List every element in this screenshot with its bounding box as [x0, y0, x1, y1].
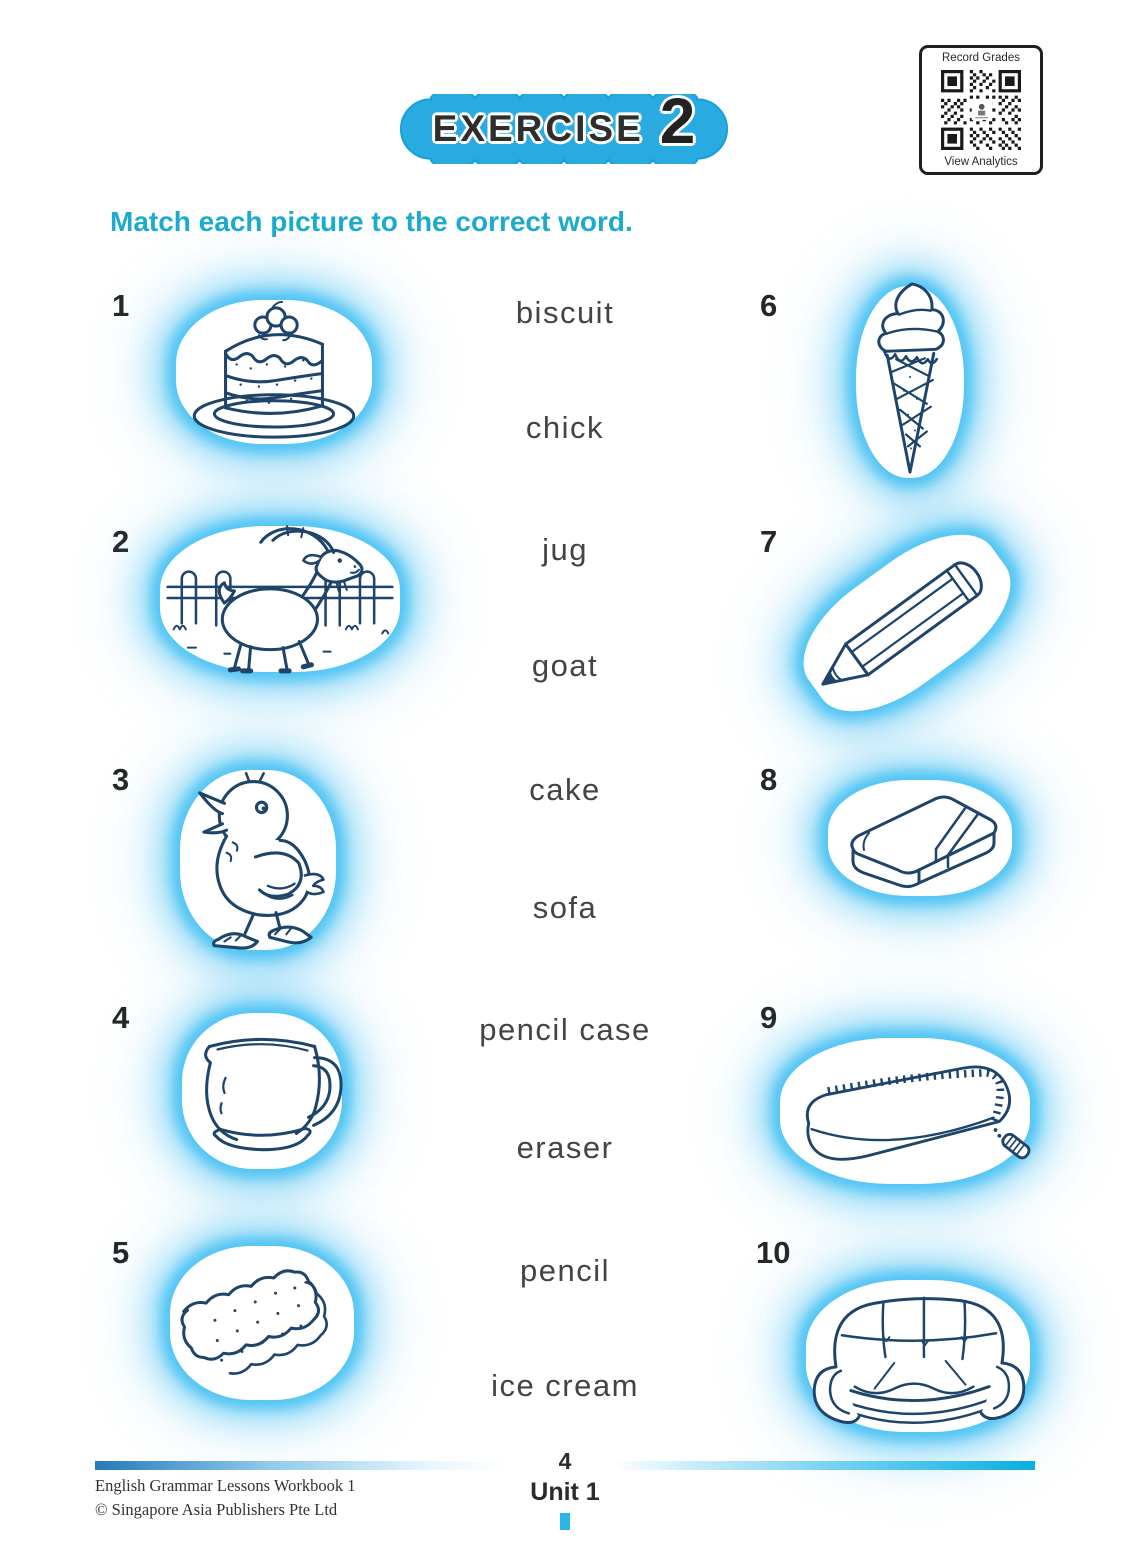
word-option: cake: [529, 772, 601, 807]
cake-sticker: [168, 292, 380, 452]
qr-code-box: [919, 45, 1043, 175]
item-number: 4: [112, 1000, 130, 1035]
copyright-line: © Singapore Asia Publishers Pte Ltd: [95, 1499, 338, 1519]
jug-sticker: [174, 1005, 350, 1177]
cake-illustration: [168, 292, 380, 452]
item-number: 7: [760, 524, 778, 559]
item-number: 1: [112, 288, 130, 323]
pencil-sticker: [792, 540, 1022, 706]
item-number: 3: [112, 762, 130, 797]
publisher-credits: [95, 1474, 356, 1522]
word-option: biscuit: [515, 295, 615, 330]
eraser-illustration: [820, 772, 1020, 904]
qr-top-label: Record Grades: [942, 52, 1020, 64]
pencil-case-sticker: [772, 1030, 1038, 1192]
qr-bottom-label: View Analytics: [944, 156, 1018, 168]
word-option: jug: [542, 532, 588, 567]
exercise-banner: [396, 85, 732, 164]
item-number: 5: [112, 1235, 130, 1270]
item-number: 6: [760, 288, 778, 323]
word-option: sofa: [532, 890, 598, 925]
pencil-case-illustration: [772, 1030, 1038, 1192]
chick-sticker: [172, 762, 344, 958]
unit-accent-square: [560, 1513, 570, 1530]
word-option: ice cream: [491, 1368, 639, 1403]
biscuit-sticker: [162, 1238, 362, 1408]
item-number: 9: [760, 1000, 778, 1035]
exercise-number: 2: [659, 85, 696, 157]
word-option: chick: [525, 410, 605, 445]
word-option: goat: [531, 648, 599, 683]
instruction-text: Match each picture to the correct word.: [110, 206, 633, 237]
item-number: 2: [112, 524, 130, 559]
goat-sticker: [152, 518, 408, 680]
eraser-sticker: [820, 772, 1020, 904]
word-option: eraser: [516, 1130, 614, 1165]
ice-cream-sticker: [848, 278, 972, 486]
sofa-sticker: [798, 1272, 1038, 1440]
exercise-label: EXERCISE: [432, 108, 644, 149]
word-option: pencil case: [479, 1012, 651, 1047]
sofa-illustration: [798, 1272, 1038, 1440]
book-title: English Grammar Lessons Workbook 1: [95, 1476, 356, 1495]
word-option: pencil: [520, 1253, 610, 1288]
jug-illustration: [174, 1005, 350, 1177]
item-number: 10: [756, 1235, 791, 1270]
item-number: 8: [760, 762, 778, 797]
ice-cream-illustration: [848, 278, 972, 486]
goat-illustration: [152, 518, 408, 680]
qr-code-icon: [941, 70, 1021, 150]
biscuit-illustration: [150, 1230, 374, 1422]
unit-label: Unit 1: [530, 1478, 600, 1506]
page-number: 4: [558, 1448, 572, 1474]
chick-illustration: [172, 762, 344, 958]
